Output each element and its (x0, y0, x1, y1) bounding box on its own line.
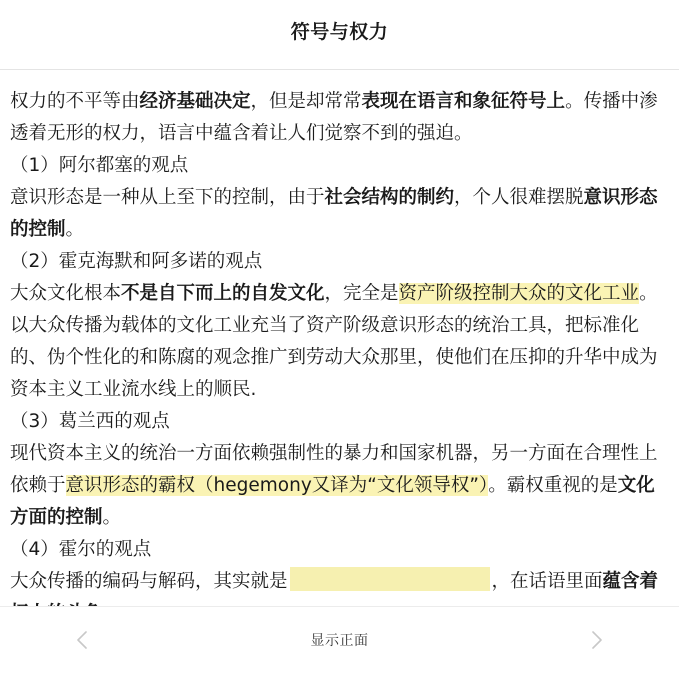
show-front-button[interactable]: 显示正面 (310, 633, 369, 649)
paragraph-gramsci (10, 438, 669, 534)
section-heading-4: （4）霍尔的观点 (10, 539, 152, 560)
text-run: ，完全是 (324, 283, 399, 304)
section-heading-1: （1）阿尔都塞的观点 (10, 155, 189, 176)
next-card-button[interactable] (587, 628, 607, 652)
bold-text: 蕴含着 (602, 571, 659, 592)
card-footer (0, 606, 679, 673)
text-run: ，在话语里面 (491, 571, 603, 592)
bold-text: 不是自下而上的自发文化 (121, 283, 325, 304)
paragraph-althusser (10, 182, 669, 246)
section-heading-2: （2）霍克海默和阿多诺的观点 (10, 251, 263, 272)
highlighted-text: 意识形态的霸权（hegemony又译为“文化领导权”） (65, 475, 489, 496)
highlighted-text: 资产阶级控制大众的文化工业 (398, 283, 640, 304)
card-back-text (0, 70, 679, 630)
text-run: ，但是却常常 (250, 91, 362, 112)
section-heading-3: （3）葛兰西的观点 (10, 411, 170, 432)
text-run: 。 (102, 507, 122, 528)
bold-text: 表现在语言和象征符号上 (361, 91, 566, 112)
text-run: 。传播中渗透着无形的权力，语言中蕴含着让人们觉察不到的强迫。 (10, 91, 658, 144)
text-run: 大众传播的编码与解码，其实就是 (10, 571, 288, 592)
text-run: 。霸权重视的是 (488, 475, 618, 496)
chevron-left-icon (76, 630, 88, 650)
bold-text: 经济基础决定 (139, 91, 251, 112)
text-run: 权力的不平等由 (10, 91, 140, 112)
text-run: 大众文化根本 (10, 283, 122, 304)
bold-text: 社会结构的制约 (324, 187, 455, 208)
text-run: 现代资本主义的统治一方面依赖强制性的暴力和国家机器，另一方面在合理性上依赖于 (10, 443, 658, 496)
text-run: 。 (65, 219, 85, 240)
bold-text: 文化方面的控制 (10, 475, 655, 528)
text-run: 。以大众传播为载体的文化工业充当了资产阶级意识形态的统治工具，把标准化的、伪个性化的和陈腐的观念推广到劳动大众那里，使他们在压抑的升华中成为资本主义工业流水线上的顺民. (10, 283, 658, 400)
text-run: ，个人很难摆脱 (454, 187, 584, 208)
card-content[interactable] (0, 70, 679, 606)
text-run: 意识形态是一种从上至下的控制，由于 (10, 187, 325, 208)
cloze-blank[interactable] (290, 567, 490, 591)
chevron-right-icon (591, 630, 603, 650)
card-title: 符号与权力 (290, 21, 389, 43)
bold-text: 意识形态的控制 (10, 187, 658, 240)
paragraph-frankfurt (10, 278, 669, 406)
card-header (0, 0, 679, 70)
prev-card-button[interactable] (72, 628, 92, 652)
paragraph-intro (10, 86, 669, 150)
